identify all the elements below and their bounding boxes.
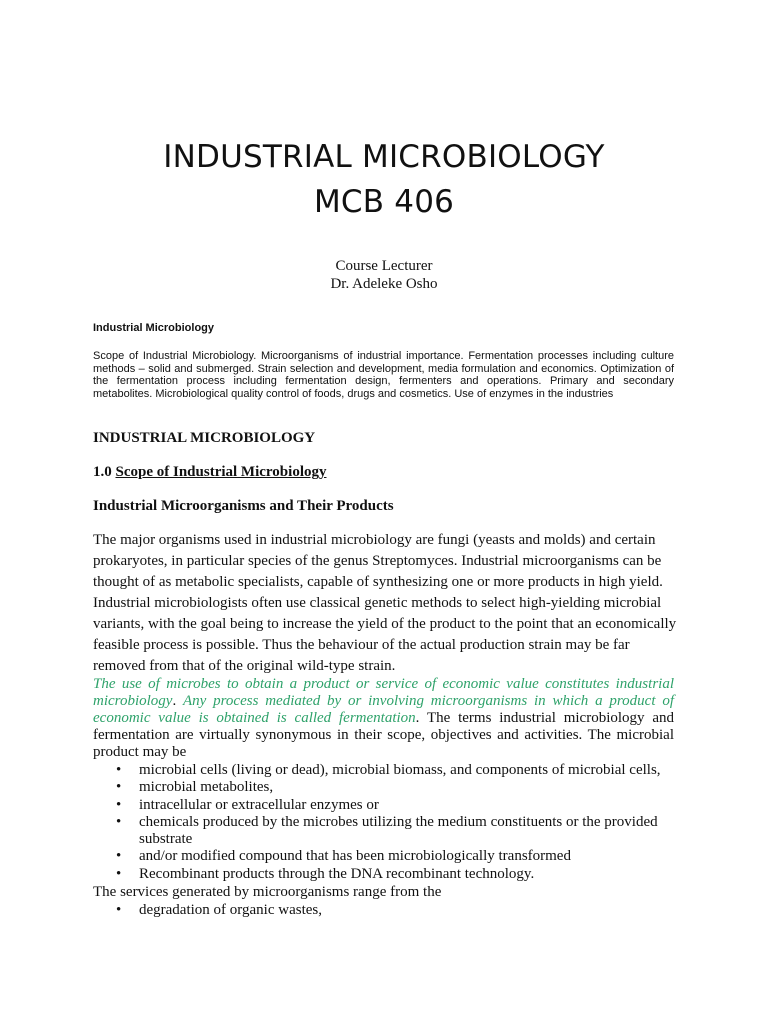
product-list <box>93 762 693 883</box>
subsection-number: 1.0 <box>93 464 116 480</box>
list-item-text: degradation of organic wastes, <box>139 902 322 918</box>
abstract-heading: Industrial Microbiology <box>93 322 215 334</box>
separator-text: . <box>172 693 183 709</box>
list-item <box>93 902 693 919</box>
bullet: • <box>116 848 122 865</box>
bullet: • <box>116 796 122 813</box>
list-item-text: chemicals produced by the microbes utilizing the medium constituents or the provided substrate <box>139 813 658 848</box>
bullet: • <box>116 865 122 882</box>
lecturer-block <box>0 257 768 293</box>
definition-fermentation: Any process mediated by or involving microorganisms in which a product of economic value is obtained is called fermentation <box>93 693 674 726</box>
list-item <box>93 814 693 849</box>
list-item <box>93 848 693 865</box>
list-item-text: microbial metabolites, <box>139 779 274 796</box>
body-paragraph-2 <box>93 676 674 761</box>
bullet: • <box>116 813 122 830</box>
paragraph-continuation: . The terms industrial microbiology and fermentation are virtually synonymous in their scope, objectives and activities. The microbial product may be <box>93 710 674 760</box>
service-list <box>93 902 693 919</box>
list-item <box>93 797 693 814</box>
abstract-text: Scope of Industrial Microbiology. Microorganisms of industrial importance. Fermentation processes including culture methods – solid and submerged. Strain selection and development, media formulation and economics. Optimization of the fermentation process including fermentation design, fermenters and operations. Primary and secondary metabolites. Microbiological quality control of foods, drugs and cosmetics. Use of enzymes in the industries <box>93 350 674 400</box>
subsection-heading <box>93 464 326 481</box>
document-title: INDUSTRIAL MICROBIOLOGY <box>163 139 605 175</box>
section-heading: INDUSTRIAL MICROBIOLOGY <box>93 430 316 446</box>
products-heading: Industrial Microorganisms and Their Products <box>93 498 394 514</box>
list-item-text: microbial cells (living or dead), microbial biomass, and components of microbial cells, <box>139 762 661 778</box>
bullet: • <box>116 902 122 918</box>
lecturer-role: Course Lecturer <box>335 258 433 274</box>
bullet: • <box>116 779 122 796</box>
bullet: • <box>116 762 122 778</box>
list-item <box>93 866 693 883</box>
subsection-title: Scope of Industrial Microbiology <box>115 464 327 480</box>
services-intro: The services generated by microorganisms range from the <box>93 884 442 900</box>
lecturer-name: Dr. Adeleke Osho <box>330 276 438 292</box>
list-item <box>93 779 693 796</box>
list-item-text: intracellular or extracellular enzymes or <box>139 796 379 813</box>
list-item-text: and/or modified compound that has been microbiologically transformed <box>139 848 571 865</box>
body-paragraph-1: The major organisms used in industrial microbiology are fungi (yeasts and molds) and certain prokaryotes, in particular species of the genus Streptomyces. Industrial microorganisms can be thought of as metabolic specialists, capable of synthesizing one or more products in high yield. Industrial microbiologists often use classical genetic methods to select high-yielding microbial variants, with the goal being to increase the yield of the product to the point that an economically feasible process is possible. Thus the behaviour of the actual production strain may be far removed from that of the original wild-type strain. <box>93 532 677 674</box>
definition-industrial-microbiology: The use of microbes to obtain a product or service of economic value constitutes industrial microbiology <box>93 676 674 709</box>
course-code: MCB 406 <box>313 184 455 220</box>
list-item <box>93 762 693 779</box>
list-item-text: Recombinant products through the DNA recombinant technology. <box>139 865 535 882</box>
